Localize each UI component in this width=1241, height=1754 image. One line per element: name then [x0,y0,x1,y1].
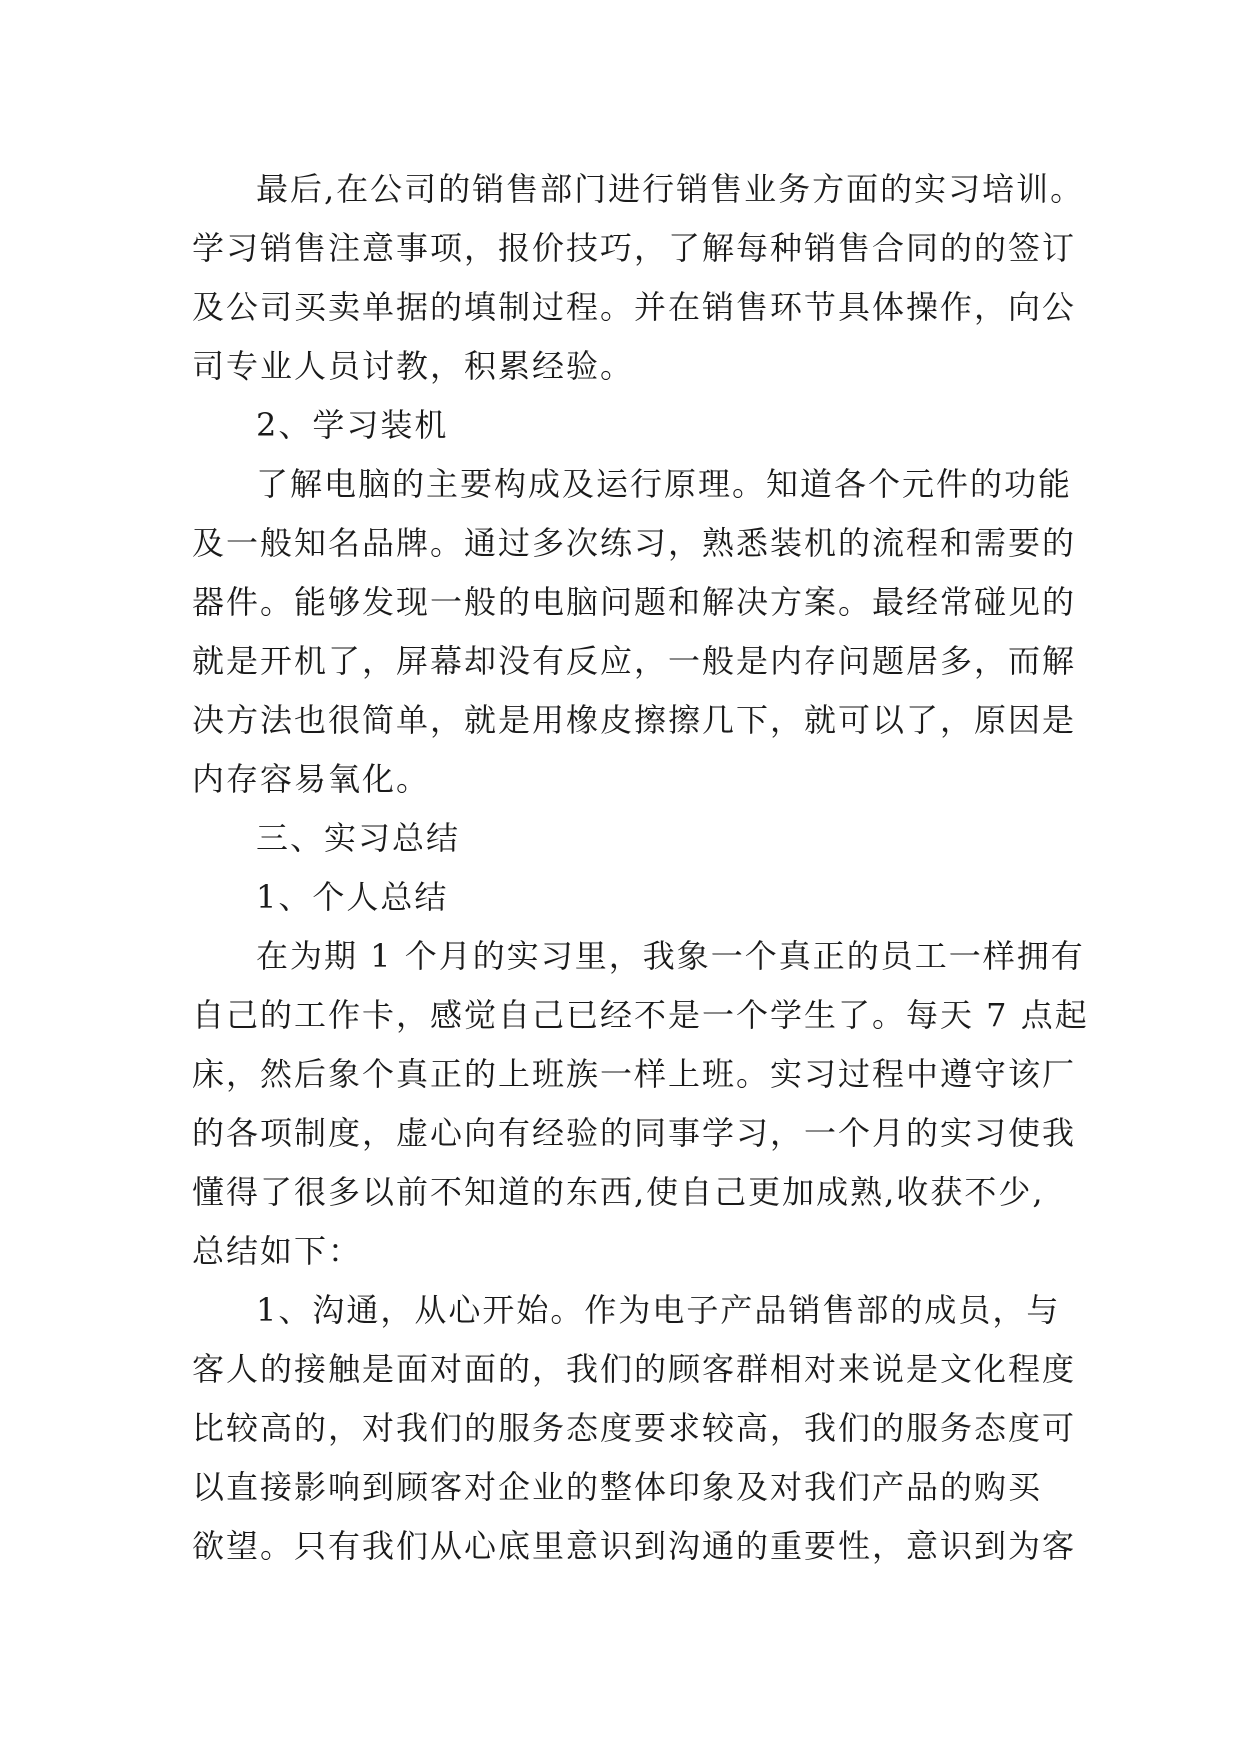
text-line: 1、沟通，从心开始。作为电子产品销售部的成员，与 [256,1291,1061,1329]
text-line: 比较高的，对我们的服务态度要求较高，我们的服务态度可 [192,1409,1077,1447]
text-line: 2、学习装机 [256,406,449,444]
text-line: 懂得了很多以前不知道的东西,使自己更加成熟,收获不少, [192,1173,1045,1211]
text-line: 以直接影响到顾客对企业的整体印象及对我们产品的购买 [192,1468,1043,1506]
text-line: 在为期 1 个月的实习里，我象一个真正的员工一样拥有 [256,937,1085,975]
text-line: 床，然后象个真正的上班族一样上班。实习过程中遵守该厂 [192,1055,1077,1093]
text-line: 器件。能够发现一般的电脑问题和解决方案。最经常碰见的 [192,583,1077,621]
text-line: 及一般知名品牌。通过多次练习，熟悉装机的流程和需要的 [192,524,1077,562]
text-line: 就是开机了，屏幕却没有反应，一般是内存问题居多，而解 [192,642,1077,680]
text-line: 1、个人总结 [256,878,449,916]
text-line: 欲望。只有我们从心底里意识到沟通的重要性，意识到为客 [192,1527,1077,1565]
text-line: 最后,在公司的销售部门进行销售业务方面的实习培训。 [256,170,1085,208]
text-line: 的各项制度，虚心向有经验的同事学习，一个月的实习使我 [192,1114,1077,1152]
text-line: 自己的工作卡，感觉自己已经不是一个学生了。每天 7 点起 [192,996,1089,1034]
text-line: 三、实习总结 [256,819,461,857]
document-body [192,160,1092,1576]
text-line: 了解电脑的主要构成及运行原理。知道各个元件的功能 [256,465,1073,503]
text-line: 学习销售注意事项，报价技巧，了解每种销售合同的的签订 [192,229,1077,267]
text-line: 及公司买卖单据的填制过程。并在销售环节具体操作，向公 [192,288,1077,326]
text-line: 内存容易氧化。 [192,760,431,798]
text-line: 总结如下： [192,1232,363,1270]
text-line: 客人的接触是面对面的，我们的顾客群相对来说是文化程度 [192,1350,1077,1388]
text-line: 决方法也很简单，就是用橡皮擦擦几下，就可以了，原因是 [192,701,1077,739]
text-line: 司专业人员讨教，积累经验。 [192,347,635,385]
